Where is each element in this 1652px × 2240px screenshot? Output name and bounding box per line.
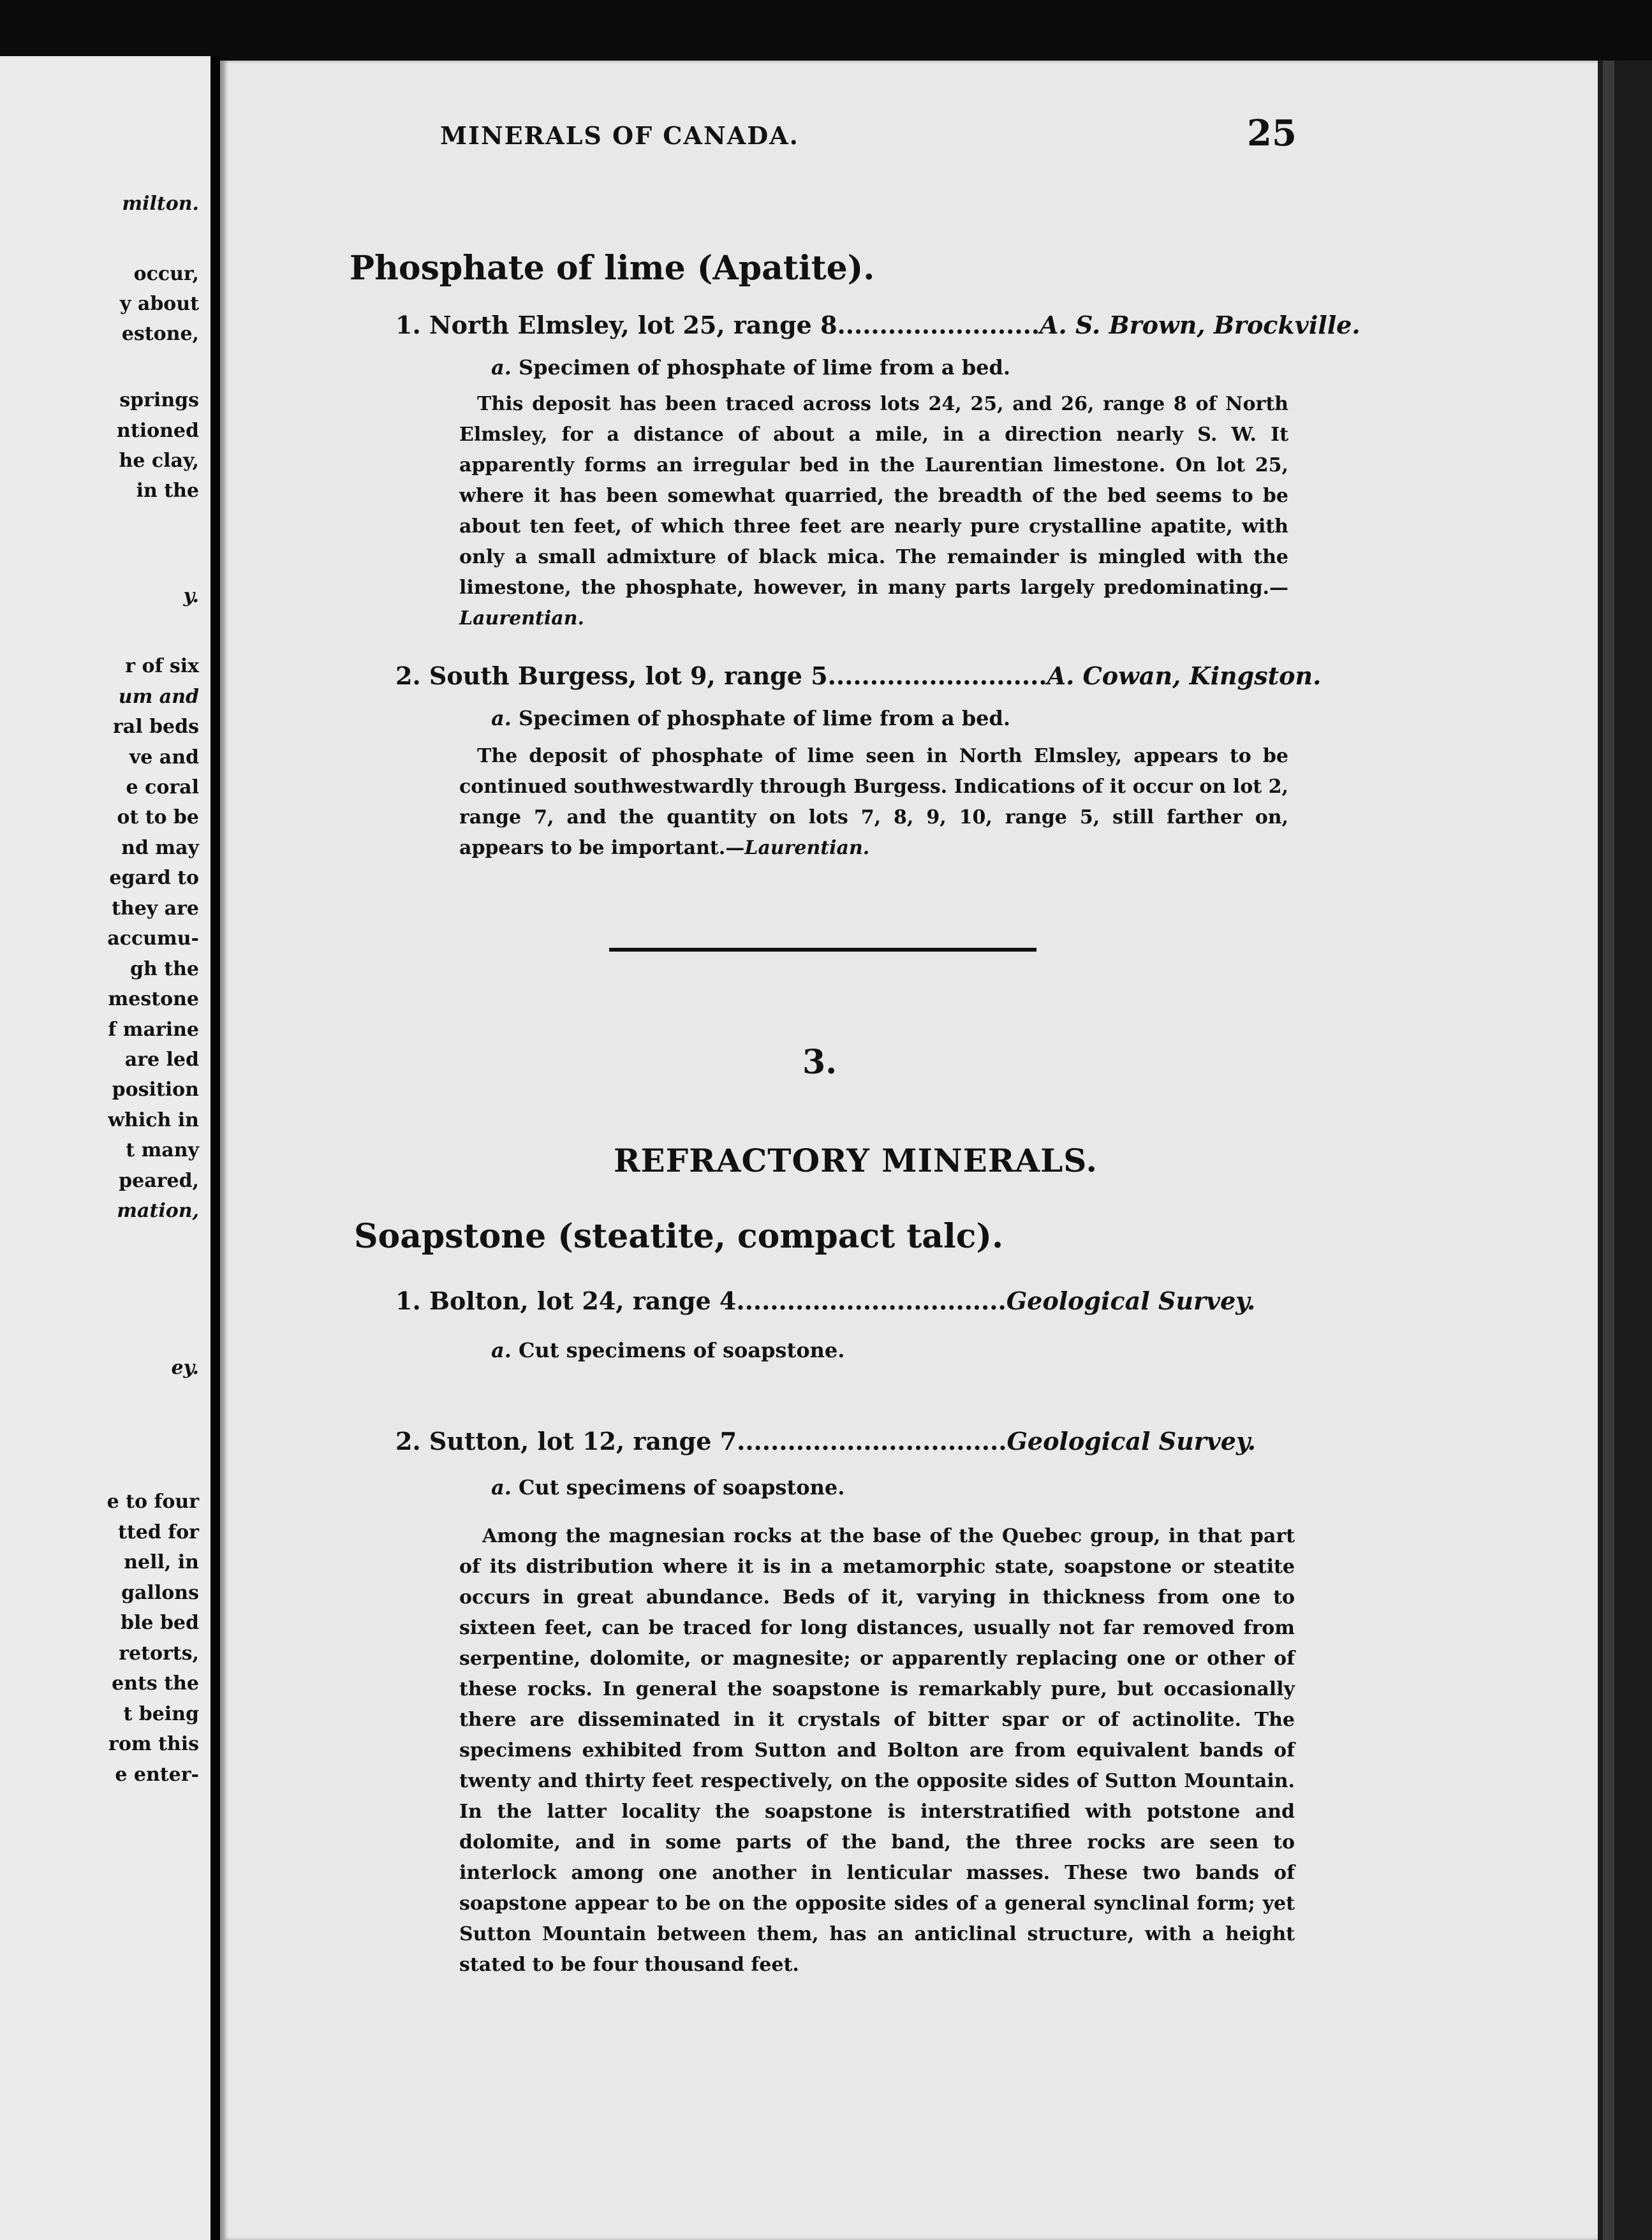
left-margin-line: nd may xyxy=(121,837,199,859)
paragraph-north-elmsley xyxy=(459,389,1288,634)
left-margin-line: t many xyxy=(126,1139,199,1161)
specimen-text: Cut specimens of soapstone. xyxy=(519,1475,845,1499)
left-margin-line: peared, xyxy=(119,1170,199,1192)
left-margin-line: in the xyxy=(136,480,199,502)
paragraph-text: The deposit of phosphate of lime seen in North Elmsley, appears to be continued southwestwardly through Burgess. Indications of it occur on lot 2, range 7, and the quantity on lots 7, 8, 9, 10, range 5, still farther on, appears to be important.— xyxy=(459,745,1288,859)
paragraph-text: This deposit has been traced across lots 24, 25, and 26, range 8 of North Elmsley, for a distance of about a mile, in a direction nearly S. W. It apparently forms an irregular bed in the Laurentian limestone. On lot 25, where it has been somewhat quarried, the breadth of the bed seems to be about ten feet, of which three feet are nearly pure crystalline apatite, with only a small admixture of black mica. The remainder is mingled with the limestone, the phosphate, however, in many parts largely predominating.— xyxy=(459,393,1288,599)
left-margin-line: are led xyxy=(124,1049,199,1071)
left-margin-line: position xyxy=(112,1079,199,1101)
specimen-line xyxy=(491,706,1010,730)
left-margin-line: which in xyxy=(108,1109,199,1131)
entry-text: 1. Bolton, lot 24, range 4................................ xyxy=(395,1286,1007,1315)
left-margin-line: tted for xyxy=(118,1521,199,1544)
left-margin-line: e coral xyxy=(126,776,199,799)
specimen-letter: a. xyxy=(491,355,512,379)
left-margin-line: gh the xyxy=(130,958,199,980)
left-margin-line: retorts, xyxy=(119,1642,199,1665)
left-margin-line: e enter- xyxy=(115,1764,199,1786)
specimen-text: Specimen of phosphate of lime from a bed. xyxy=(519,706,1011,730)
specimen-line xyxy=(491,1475,844,1499)
section-divider-rule xyxy=(609,948,1036,952)
left-margin-line: ntioned xyxy=(117,420,199,442)
left-margin-line: gallons xyxy=(121,1582,199,1604)
left-margin-line: t being xyxy=(123,1703,199,1725)
paragraph-formation: Laurentian. xyxy=(744,837,870,859)
section-title-soapstone: Soapstone (steatite, compact talc). xyxy=(354,1217,1004,1256)
paragraph-formation: Laurentian. xyxy=(459,607,584,630)
left-margin-line: mation, xyxy=(117,1200,199,1222)
entry-south-burgess xyxy=(395,661,1321,690)
running-head: MINERALS OF CANADA. xyxy=(440,121,799,150)
left-margin-line: nell, in xyxy=(124,1551,199,1573)
left-facing-page xyxy=(0,56,210,2240)
entry-bolton xyxy=(395,1286,1255,1315)
entry-text: 2. Sutton, lot 12, range 7................................ xyxy=(395,1427,1007,1455)
left-margin-line: f marine xyxy=(108,1019,199,1041)
left-margin-line: milton. xyxy=(122,193,199,215)
specimen-line xyxy=(491,1338,844,1362)
specimen-text: Specimen of phosphate of lime from a bed. xyxy=(519,355,1011,379)
left-margin-line: accumu- xyxy=(107,927,199,950)
paragraph-soapstone: Among the magnesian rocks at the base of the Quebec group, in that part of its distribution where it is in a metamorphic state, soapstone or steatite occurs in great abundance. Beds of it, varying in thickness from one to sixteen feet, can be traced for long distances, usually not far removed from serpentine, dolomite, or magnesite; or apparently replacing one or other of these rocks. In general the soapstone is remarkably pure, but occasionally there are disseminated in it crystals of bitter spar or of actinolite. The specimens exhibited from Sutton and Bolton are from equivalent bands of twenty and thirty feet respectively, on the opposite sides of Sutton Mountain. In the latter locality the soapstone is interstratified with potstone and dolomite, and in some parts of the band, the three rocks are seen to interlock among one another in lenticular masses. These two bands of soapstone appear to be on the opposite sides of a general synclinal form; yet Sutton Mountain between them, has an anticlinal structure, with a height stated to be four thousand feet. xyxy=(459,1525,1295,1976)
left-margin-line: springs xyxy=(119,389,199,411)
page-number: 25 xyxy=(1247,112,1297,154)
left-margin-line: egard to xyxy=(109,867,199,889)
entry-sutton xyxy=(395,1427,1256,1455)
page-gutter xyxy=(210,56,220,2240)
left-margin-line: y about xyxy=(120,293,199,315)
left-margin-line: um and xyxy=(118,686,199,708)
left-margin-line: he clay, xyxy=(119,450,199,472)
entry-author: A. S. Brown, Brockville. xyxy=(1040,311,1361,339)
left-margin-line: ot to be xyxy=(117,806,199,829)
left-margin-line: ents the xyxy=(112,1672,199,1695)
specimen-text: Cut specimens of soapstone. xyxy=(519,1338,845,1362)
left-margin-line: e to four xyxy=(107,1491,199,1513)
section-number: 3. xyxy=(802,1043,837,1082)
left-margin-line: ral beds xyxy=(112,716,199,738)
left-margin-line: occur, xyxy=(133,263,199,285)
entry-author: Geological Survey. xyxy=(1006,1286,1256,1315)
section-title-phosphate: Phosphate of lime (Apatite). xyxy=(350,249,875,288)
left-margin-line: ey. xyxy=(171,1357,199,1379)
left-margin-line: they are xyxy=(112,897,199,920)
section-heading: REFRACTORY MINERALS. xyxy=(614,1142,1098,1179)
left-margin-line: estone, xyxy=(121,323,199,345)
left-margin-line: ble bed xyxy=(121,1612,199,1634)
entry-author: Geological Survey. xyxy=(1007,1427,1256,1455)
left-margin-line: ve and xyxy=(129,746,199,769)
specimen-letter: a. xyxy=(491,1475,512,1499)
left-margin-line: r of six xyxy=(125,655,199,677)
left-margin-line: y. xyxy=(183,585,199,607)
left-margin-line: mestone xyxy=(108,988,199,1010)
entry-author: A. Cowan, Kingston. xyxy=(1047,661,1322,690)
paragraph-south-burgess xyxy=(459,741,1288,864)
specimen-letter: a. xyxy=(491,706,512,730)
entry-text: 1. North Elmsley, lot 25, range 8........................ xyxy=(395,311,1040,339)
entry-text: 2. South Burgess, lot 9, range 5.......................... xyxy=(395,661,1047,690)
specimen-line xyxy=(491,355,1010,379)
left-margin-line: rom this xyxy=(108,1733,199,1755)
right-book-edge xyxy=(1598,61,1652,2240)
specimen-letter: a. xyxy=(491,1338,512,1362)
entry-north-elmsley xyxy=(395,311,1361,339)
